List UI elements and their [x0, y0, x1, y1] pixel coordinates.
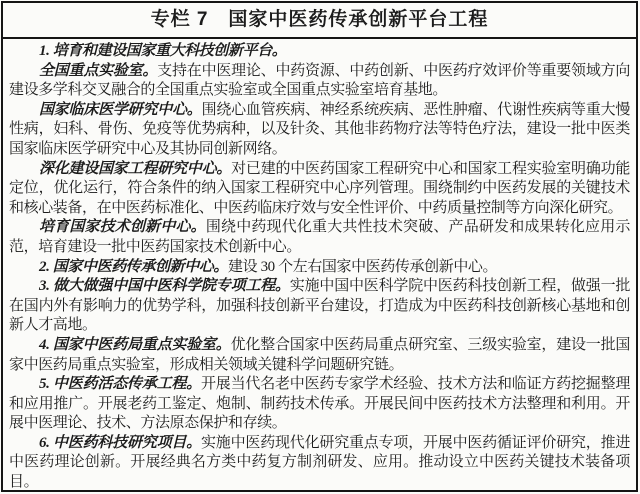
paragraph-body: 围绕中药现代化重大共性技术突破、产品研发和成果转化应用示范，培育建设一批中医药国家技术创新中心。: [9, 219, 630, 255]
paragraph: [9, 62, 630, 101]
paragraph-body: 建设 30 个左右国家中医药传承创新中心。: [228, 258, 498, 275]
paragraph: [9, 375, 630, 434]
paragraph-lead: 国家临床医学研究中心。: [39, 101, 202, 118]
paragraph-lead: 1. 培育和建设国家重大科技创新平台。: [39, 43, 287, 59]
paragraph-lead: 3. 做大做强中国中医科学院专项工程。: [39, 278, 290, 295]
paragraph-body: 支持在中医理论、中药资源、中药创新、中医药疗效评价等重要领域方向建设多学科交叉融合的全国重点实验室或全国重点实验室培育基地。: [9, 62, 630, 99]
paragraph: [9, 434, 630, 493]
paragraph-body: 优化整合国家中医药局重点研究室、三级实验室，建设一批国家中医药局重点实验室，形成相关领域关键科学问题研究链。: [9, 336, 631, 373]
paragraph-lead: 培育国家技术创新中心。: [39, 219, 206, 236]
column-box: [1, 1, 638, 492]
box-body: [3, 39, 636, 493]
paragraph: [9, 258, 630, 278]
paragraph: [9, 42, 630, 62]
paragraph-body: 实施中国中医科学院中医药科技创新工程，做强一批在国内外有影响力的优势学科，加强科技创新平台建设，打造成为中医药科技创新核心基地和创新人才高地。: [9, 278, 630, 334]
paragraph: [9, 218, 630, 257]
paragraph-body: 实施中医药现代化研究重点专项，开展中医药循证评价研究，推进中医药理论创新。开展经典名方类中药复方制剂研发、应用。推动设立中医药关键技术装备项目。: [9, 434, 630, 491]
paragraph-lead: 4. 国家中医药局重点实验室。: [39, 336, 231, 353]
box-title: 专栏 7 国家中医药传承创新平台工程: [3, 3, 636, 39]
paragraph-lead: 深化建设国家工程研究中心。: [39, 160, 232, 177]
paragraph: [9, 336, 630, 375]
paragraph-body: 对已建的中医药国家工程研究中心和国家工程实验室明确功能定位，优化运行，符合条件的纳入国家工程研究中心序列管理。围绕制约中医药发展的关键技术和核心装备，在中医药标准化、中医药临床疗效与安全性评价、中药质量控制等方向深化研究。: [9, 160, 631, 216]
paragraph-body: 开展当代名老中医药专家学术经验、技术方法和临证方药挖掘整理和应用推广。开展老药工鉴定、炮制、制药技术传承。开展民间中医药技术方法整理和利用。开展中医理论、技术、方法原态保护和存续。: [9, 376, 630, 432]
paragraph-lead: 6. 中医药科技研究项目。: [39, 434, 201, 451]
paragraph-lead: 5. 中医药活态传承工程。: [39, 376, 201, 393]
paragraph-lead: 全国重点实验室。: [39, 62, 158, 79]
paragraph: [9, 160, 630, 219]
paragraph-lead: 2. 国家中医药传承创新中心。: [39, 258, 229, 275]
paragraph-body: 围绕心血管疾病、神经系统疾病、恶性肿瘤、代谢性疾病等重大慢性病，妇科、骨伤、免疫等优势病种，以及针灸、其他非药物疗法等特色疗法，建设一批中医类国家临床医学研究中心及其协同创新网络。: [9, 101, 630, 157]
paragraph: [9, 101, 630, 160]
paragraph: [9, 277, 630, 336]
